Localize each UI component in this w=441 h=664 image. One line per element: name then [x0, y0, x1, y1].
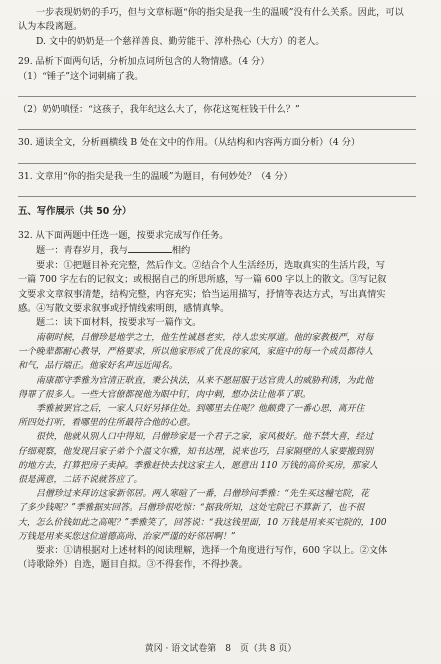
question-31-stem: 31. 文章用“你的指尖是我一生的温暖”为题目，有何妙处？（4 分） — [18, 170, 293, 182]
material-line: 一个晚辈都耐心教导，严格要求，所以他家形成了优良的家风，家庭中的每一个成员都待人 — [18, 347, 373, 358]
material-line: 仔细观察，他发现吕家子弟个个温文尔雅，知书达理，说来也巧，吕家隔壁的人家要搬到别 — [18, 446, 373, 457]
material-line: 很是满意，二话不说就答应了。 — [18, 474, 143, 485]
material-line: 所四处打听，看哪里的住所最符合他的心意。 — [18, 418, 196, 429]
topic-1-prefix: 题一：青春岁月，我与 — [36, 245, 128, 257]
answer-line[interactable] — [18, 196, 416, 197]
material-line: 很快，他就从别人口中得知，吕僧珍家是一个君子之家，家风极好。他不禁大喜，经过 — [36, 432, 374, 443]
requirement-1: 感。④写散文要求叙事或抒情线索明朗，感情真挚。 — [18, 303, 230, 315]
requirement-1: 要求：①把题目补充完整，然后作文。②结合个人生活经历，选取真实的生活片段，写 — [36, 259, 386, 271]
question-29-sentence-1: （1）“锤子”这个词刺痛了我。 — [18, 70, 144, 82]
answer-line[interactable] — [18, 129, 416, 130]
requirement-2: （诗歌除外）自选，题目自拟。③不得套作，不得抄袭。 — [18, 559, 248, 571]
material-line: 南朝时候，吕僧珍是地学之士，他生性诚恳老实，待人忠实厚道。他的家教极严，对每 — [36, 332, 374, 343]
answer-line[interactable] — [18, 163, 416, 164]
topic-1 — [18, 243, 428, 258]
material-line: 大，怎么价钱如此之高呢？”季雅笑了，回答说：“我这钱里面，10 万钱是用来买宅院的，100 — [18, 517, 387, 528]
option-d: D. 文中的奶奶是一个慈祥善良、勤劳能干、淳朴热心（大方）的老人。 — [36, 35, 325, 47]
question-29-sentence-2: （2）奶奶嗔怪：“这孩子，我年纪这么大了，你花这冤枉钱干什么？” — [18, 104, 300, 116]
material-line: 南康郡守季雅为官清正耿直，秉公执法，从来不愿屈服于达官贵人的威胁利诱，为此他 — [36, 375, 374, 386]
text-line: 认为本段离题。 — [18, 21, 83, 33]
requirement-1: 一篇 700 字左右的记叙文；或根据自己的所思所感，写一篇 600 字以上的散文。③写记叙 — [18, 274, 387, 286]
requirement-2: 要求：①请根据对上述材料的阅读理解，选择一个角度进行写作，600 字以上。②文体 — [36, 544, 388, 556]
page-content — [18, 6, 428, 573]
requirement-1: 文要求文章叙事清楚，结构完整，内容充实；恰当运用描写，抒情等表达方式，写出真情实 — [18, 288, 386, 300]
answer-line[interactable] — [18, 96, 416, 97]
material-line: 吕僧珍过来拜访这家新邻居。两人寒暄了一番，吕僧珍问季雅：“先生买这幢宅院，花 — [36, 489, 369, 500]
topic-1-suffix: 相约 — [171, 245, 191, 257]
topic-2: 题二：读下面材料，按要求写一篇作文。 — [36, 317, 202, 329]
material-line: 的地方去，打算把房子卖掉。季雅赶快去找这家主人，愿意出 110 万钱的高价买房，那家人 — [18, 460, 378, 471]
material-line: 得罪了很多人。一些大官僚都视他为眼中钉，肉中刺，想办法让他革了职。 — [18, 389, 311, 400]
material-line: 季雅被罢官之后，一家人只好另择住处。到哪里去住呢？他颇费了一番心思，离开住 — [36, 403, 365, 414]
material-line: 和气，品行端正。他家好名声远近闻名。 — [18, 361, 178, 372]
text-line: 一步表现奶奶的手巧，但与文章标题“你的指尖是我一生的温暖”没有什么关系。因此，可以 — [36, 7, 404, 18]
page-footer: 黄冈 · 语文试卷第 8 页（共 8 页） — [144, 644, 297, 654]
topic-blank[interactable] — [128, 243, 172, 253]
question-32-stem: 32. 从下面两题中任选一题，按要求完成写作任务。 — [18, 230, 229, 242]
question-30-stem: 30. 通读全文，分析画横线 B 处在文中的作用。（从结构和内容两方面分析）（4 分） — [18, 137, 361, 149]
material-line: 了多少钱呢？”季雅据实回答。吕僧珍很吃惊：“据我所知，这处宅院已不算新了，也不很 — [18, 503, 365, 514]
material-line: 万钱是用来买您这位道德高尚、治家严谨的好邻居啊！” — [18, 531, 236, 542]
question-29-stem: 29. 品析下面两句话，分析加点词所包含的人物情感。（4 分） — [18, 56, 270, 68]
section-title: 五、写作展示（共 50 分） — [18, 206, 132, 218]
